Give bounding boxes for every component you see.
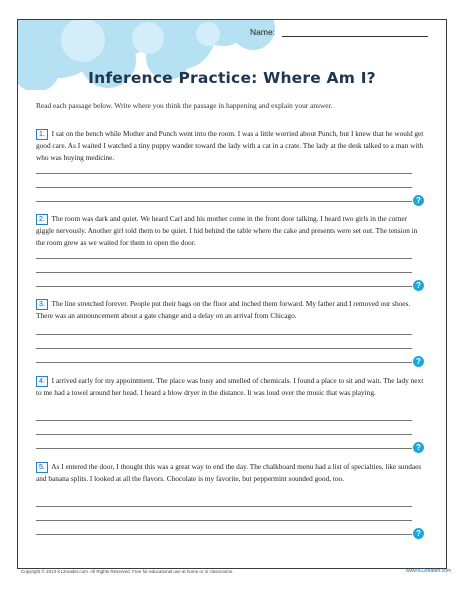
- question-number: 4.: [36, 376, 48, 387]
- worksheet-title: Inference Practice: Where Am I?: [88, 69, 376, 87]
- question-number: 2.: [36, 214, 48, 225]
- question-mark-icon: ?: [413, 442, 424, 453]
- question-mark-icon: ?: [413, 195, 424, 206]
- answer-line[interactable]: [36, 506, 412, 507]
- answer-line[interactable]: [36, 334, 412, 335]
- answer-line[interactable]: [36, 286, 412, 287]
- question-mark-icon: ?: [413, 528, 424, 539]
- answer-line[interactable]: [36, 420, 412, 421]
- answer-line[interactable]: [36, 187, 412, 188]
- passage-text: As I entered the door, I thought this was a great way to end the day. The chalkboard menu had a list of specialties, like sundaes and banana splits. I looked at all the flavors. Chocolate is my favorite, but peppermint sounded good, too.: [36, 462, 422, 483]
- name-label: Name:: [250, 27, 276, 37]
- answer-line[interactable]: [36, 348, 412, 349]
- copyright-notice: Copyright © 2013 K12reader.com. All Rights Reserved. Free for educational use at home or in classrooms.: [21, 569, 234, 574]
- answer-line[interactable]: [36, 362, 412, 363]
- question-number: 3.: [36, 299, 48, 310]
- question-5: [36, 461, 426, 538]
- passage-text: I arrived early for my appointment. The place was busy and smelled of chemicals. I found a place to sit and wait. The lady next to me had a towel around her head. I heard a blow dryer in the distance. It was loud over the music that was playing.: [36, 376, 424, 397]
- passage-text: The line stretched forever. People put their bags on the floor and inched them forward. My father and I removed our shoes. There was an announcement about a gate change and a delay on an arrival from Chicago.: [36, 299, 411, 320]
- site-link[interactable]: www.k12reader.com: [406, 568, 452, 574]
- question-1: [36, 128, 426, 205]
- question-3-text: [36, 298, 426, 322]
- answer-line[interactable]: [36, 448, 412, 449]
- question-1-text: [36, 128, 426, 163]
- instructions: Read each passage below. Write where you think the passage in happening and explain your answer.: [36, 101, 333, 110]
- answer-line[interactable]: [36, 434, 412, 435]
- answer-line[interactable]: [36, 173, 412, 174]
- passage-text: The room was dark and quiet. We heard Carl and his mother come in the front door talking. I heard two girls in the corner giggle nervously. Another girl told them to be quiet. I hid behind the table where the cake and presents were set out. The tension in the room grew as we waited for them to open the door.: [36, 214, 418, 247]
- answer-line[interactable]: [36, 258, 412, 259]
- question-number: 1.: [36, 129, 48, 140]
- question-number: 5.: [36, 462, 48, 473]
- passage-text: I sat on the bench while Mother and Punch went into the room. I was a little worried about Punch, but I knew that he would get good care. As I waited I watched a tiny puppy wander toward the lady with a cat in a crate. The lady at the desk talked to a man with who was buying medicine.: [36, 129, 424, 162]
- name-field[interactable]: [282, 36, 428, 37]
- question-4: [36, 375, 426, 452]
- answer-line[interactable]: [36, 272, 412, 273]
- question-mark-icon: ?: [413, 280, 424, 291]
- answer-line[interactable]: [36, 520, 412, 521]
- question-mark-icon: ?: [413, 356, 424, 367]
- question-2: [36, 213, 426, 290]
- answer-line[interactable]: [36, 201, 412, 202]
- question-4-text: [36, 375, 426, 399]
- question-2-text: [36, 213, 426, 248]
- question-3: [36, 298, 426, 366]
- answer-line[interactable]: [36, 534, 412, 535]
- question-5-text: [36, 461, 426, 485]
